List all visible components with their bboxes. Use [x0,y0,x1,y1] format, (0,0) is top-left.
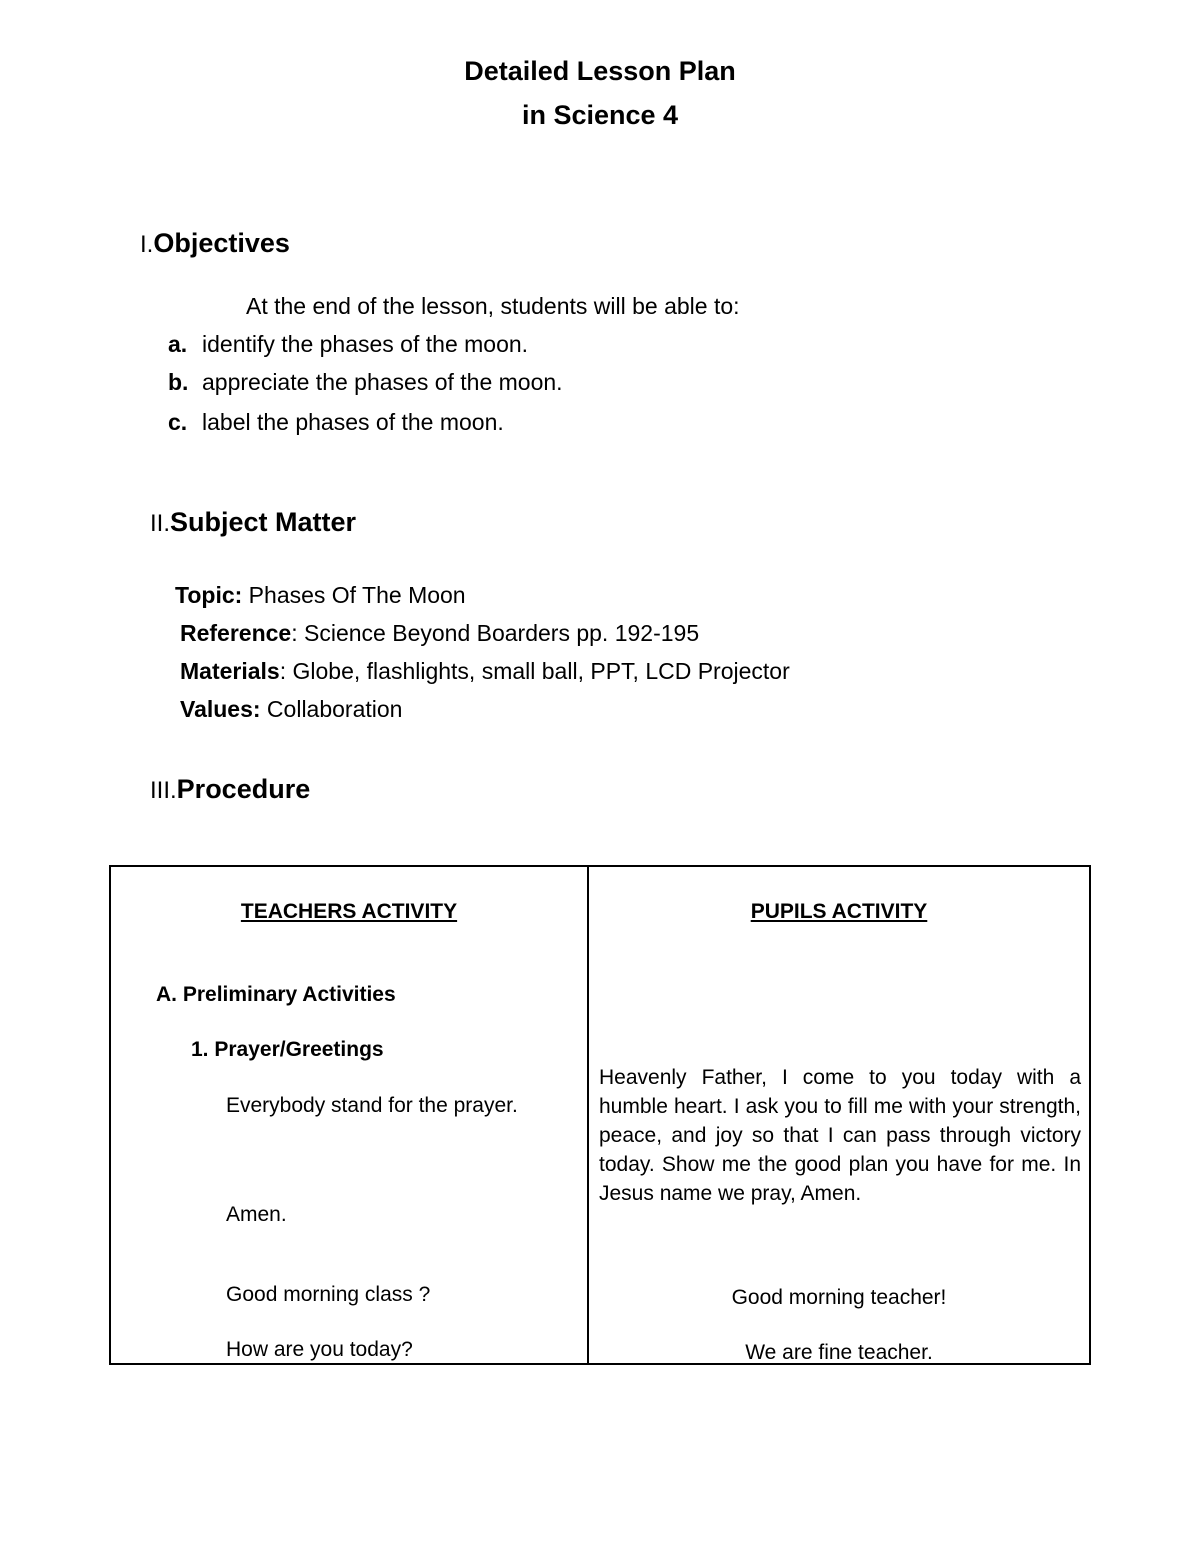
objectives-number: I. [140,231,154,258]
objective-letter: b. [168,369,189,395]
teacher-amen: Amen. [226,1203,287,1226]
topic-line [175,582,466,609]
prayer-greetings-heading: 1. Prayer/Greetings [191,1038,384,1061]
values-line [180,696,402,723]
reference-value: : Science Beyond Boarders pp. 192-195 [291,620,700,646]
teacher-good-morning: Good morning class ? [226,1283,431,1306]
procedure-heading [150,774,310,805]
teacher-stand-instruction: Everybody stand for the prayer. [226,1094,518,1117]
objectives-heading-text: Objectives [153,228,290,258]
objectives-intro: At the end of the lesson, students will be able to: [246,293,740,319]
pupils-activity-header: PUPILS ACTIVITY [750,900,928,923]
values-label: Values: [180,696,261,722]
objective-item [168,369,563,396]
document-title: Detailed Lesson Plan [464,56,736,86]
procedure-heading-text: Procedure [176,774,311,804]
pupils-prayer: Heavenly Father, I come to you today with a humble heart. I ask you to fill me with your strength, peace, and joy so that I can pass through victory today. Show me the good plan you have for me. In Jesus name we pray, Amen. [599,1066,1081,1205]
objective-text: identify the phases of the moon. [202,331,529,357]
objective-item [168,331,528,358]
values-value: Collaboration [260,696,403,722]
objective-text: label the phases of the moon. [202,409,504,435]
pupils-good-morning-reply: Good morning teacher! [731,1286,947,1309]
reference-line [180,620,699,647]
pupils-fine-reply: We are fine teacher. [745,1341,933,1364]
objective-letter: c. [168,409,188,435]
preliminary-activities-heading: A. Preliminary Activities [156,983,396,1006]
objective-item [168,409,504,436]
procedure-number: III. [150,777,177,804]
procedure-table [109,865,1091,1365]
materials-line [180,658,790,685]
subject-matter-heading-text: Subject Matter [170,507,357,537]
materials-value: : Globe, flashlights, small ball, PPT, LCD Projector [279,658,790,684]
document-subtitle: in Science 4 [521,100,679,130]
subject-matter-heading [150,507,356,538]
objective-letter: a. [168,331,188,357]
topic-label: Topic: [175,582,243,608]
teachers-activity-header: TEACHERS ACTIVITY [240,900,458,923]
objective-text: appreciate the phases of the moon. [202,369,563,395]
subject-matter-number: II. [150,510,171,537]
reference-label: Reference [180,620,292,646]
topic-value: Phases Of The Moon [242,582,466,608]
objectives-heading [140,228,290,259]
materials-label: Materials [180,658,280,684]
teacher-how-are-you: How are you today? [226,1338,413,1361]
